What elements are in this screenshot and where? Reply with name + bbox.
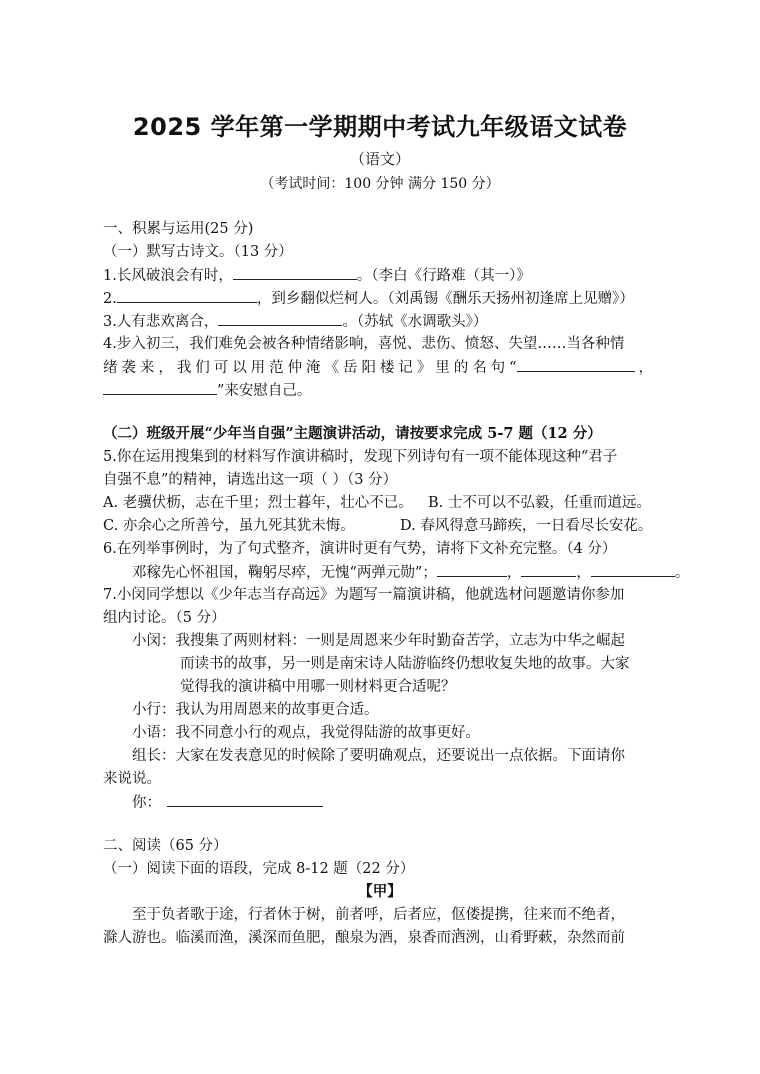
option-c: C. 亦余心之所善兮，虽九死其犹未悔。 xyxy=(103,518,355,534)
question-3 xyxy=(103,310,487,333)
section1-heading: 一、积累与运用(25 分) xyxy=(103,221,254,237)
dialogue-1-line1: 小闵：我搜集了两则材料：一则是周恩来少年时勤奋苦学，立志为中华之崛起 xyxy=(132,633,625,649)
q4-blank-1[interactable] xyxy=(517,356,635,372)
reading-part1-heading: （一）阅读下面的语段，完成 8-12 题（22 分） xyxy=(103,861,415,877)
q2-prefix: 2. xyxy=(103,291,117,307)
answer-line xyxy=(132,791,323,814)
q1-blank[interactable] xyxy=(233,264,357,280)
question-4-line2 xyxy=(103,356,653,379)
passage-line2: 滁人游也。临溪而渔，溪深而鱼肥，酿泉为酒，泉香而酒洌，山肴野蔌，杂然而前 xyxy=(103,930,625,946)
question-6-line2 xyxy=(132,561,689,584)
question-7-line2: 组内讨论。（5 分） xyxy=(103,610,226,626)
passage-line1 xyxy=(132,904,625,926)
dialogue-3: 小语：我不同意小行的观点，我觉得陆游的故事更好。 xyxy=(132,725,480,741)
passage-line1-b: 偻提携，往来而不绝者， xyxy=(465,907,625,923)
q3-suffix: 。（苏轼《水调歌头》） xyxy=(342,314,488,330)
dotted-character: 伛 xyxy=(451,907,466,923)
option-d: D. 春风得意马蹄疾，一日看尽长安花。 xyxy=(400,518,653,534)
q1-prefix: 1.长风破浪会有时， xyxy=(103,268,233,284)
option-a: A. 老骥伏枥，志在千里；烈士暮年，壮心不已。 xyxy=(103,495,413,511)
question-2 xyxy=(103,287,634,310)
answer-blank[interactable] xyxy=(167,791,323,807)
passage-line1-a: 至于负者歌于途，行者休于树，前者呼，后者应， xyxy=(132,907,451,923)
q6-blank-1[interactable] xyxy=(437,561,507,577)
page-subtitle: （语文） xyxy=(349,150,410,168)
question-7-line1: 7.小闵同学想以《少年志当存高远》为题写一篇演讲稿，他就选材问题邀请你参加 xyxy=(103,587,625,603)
question-6-line1: 6.在列举事例时，为了句式整齐，演讲时更有气势，请将下文补充完整。（4 分） xyxy=(103,541,617,557)
question-1 xyxy=(103,264,531,287)
q1-suffix: 。（李白《行路难（其一）》 xyxy=(356,268,531,284)
q6-blank-3[interactable] xyxy=(591,561,675,577)
question-5-line1: 5.你在运用搜集到的材料写作演讲稿时，发现下列诗句有一项不能体现这种“君子 xyxy=(103,449,618,465)
exam-info: （考试时间：100 分钟 满分 150 分） xyxy=(260,176,500,192)
q3-prefix: 3.人有悲欢离合， xyxy=(103,314,219,330)
q4-line3-suffix: ”来安慰自己。 xyxy=(217,383,312,399)
dialogue-1-line3: 觉得我的演讲稿中用哪一则材料更合适呢？ xyxy=(180,679,456,695)
q2-suffix: ，到乡翻似烂柯人。（刘禹锡《酬乐天扬州初逢席上见赠》） xyxy=(256,291,634,307)
dialogue-1-line2: 而读书的故事，另一则是南宋诗人陆游临终仍想收复失地的故事。大家 xyxy=(180,656,630,672)
q6-prefix: 邓稼先心怀祖国，鞠躬尽瘁，无愧“两弹元勋”； xyxy=(132,565,437,581)
dialogue-4-line1: 组长：大家在发表意见的时候除了要明确观点，还要说出一点依据。下面请你 xyxy=(132,748,625,764)
question-4-line1: 4.步入初三，我们难免会被各种情绪影响，喜悦、悲伤、愤怒、失望……当各种情 xyxy=(103,336,625,352)
q4-blank-2[interactable] xyxy=(103,379,217,395)
section2-heading: 二、阅读（65 分） xyxy=(103,838,228,854)
q6-end: 。 xyxy=(674,565,690,581)
page-title: 2025 学年第一学期期中考试九年级语文试卷 xyxy=(132,113,628,141)
part1-heading: （一）默写古诗文。（13 分） xyxy=(103,244,293,260)
q2-blank[interactable] xyxy=(117,287,257,303)
part2-heading: （二）班级开展“少年当自强”主题演讲活动，请按要求完成 5-7 题（12 分） xyxy=(103,425,602,442)
question-5-line2: 自强不息”的精神，请选出这一项（ ）（3 分） xyxy=(103,472,398,488)
q4-line2-prefix: 绪袭来，我们可以用范仲淹《岳阳楼记》里的名句“ xyxy=(103,360,517,376)
dialogue-2: 小行：我认为用周恩来的故事更合适。 xyxy=(132,702,379,718)
q6-sep-1: ， xyxy=(506,565,522,581)
q3-blank[interactable] xyxy=(218,310,342,326)
question-4-line3 xyxy=(103,379,311,402)
q6-blank-2[interactable] xyxy=(521,561,576,577)
answer-label: 你： xyxy=(132,795,161,811)
jia-label: 【甲】 xyxy=(358,883,402,900)
q6-sep-2: ， xyxy=(576,565,591,581)
option-b: B. 士不可以不弘毅，任重而道远。 xyxy=(428,495,651,511)
q4-line2-suffix: ， xyxy=(634,360,653,376)
dialogue-4-line2: 来说说。 xyxy=(103,771,161,787)
